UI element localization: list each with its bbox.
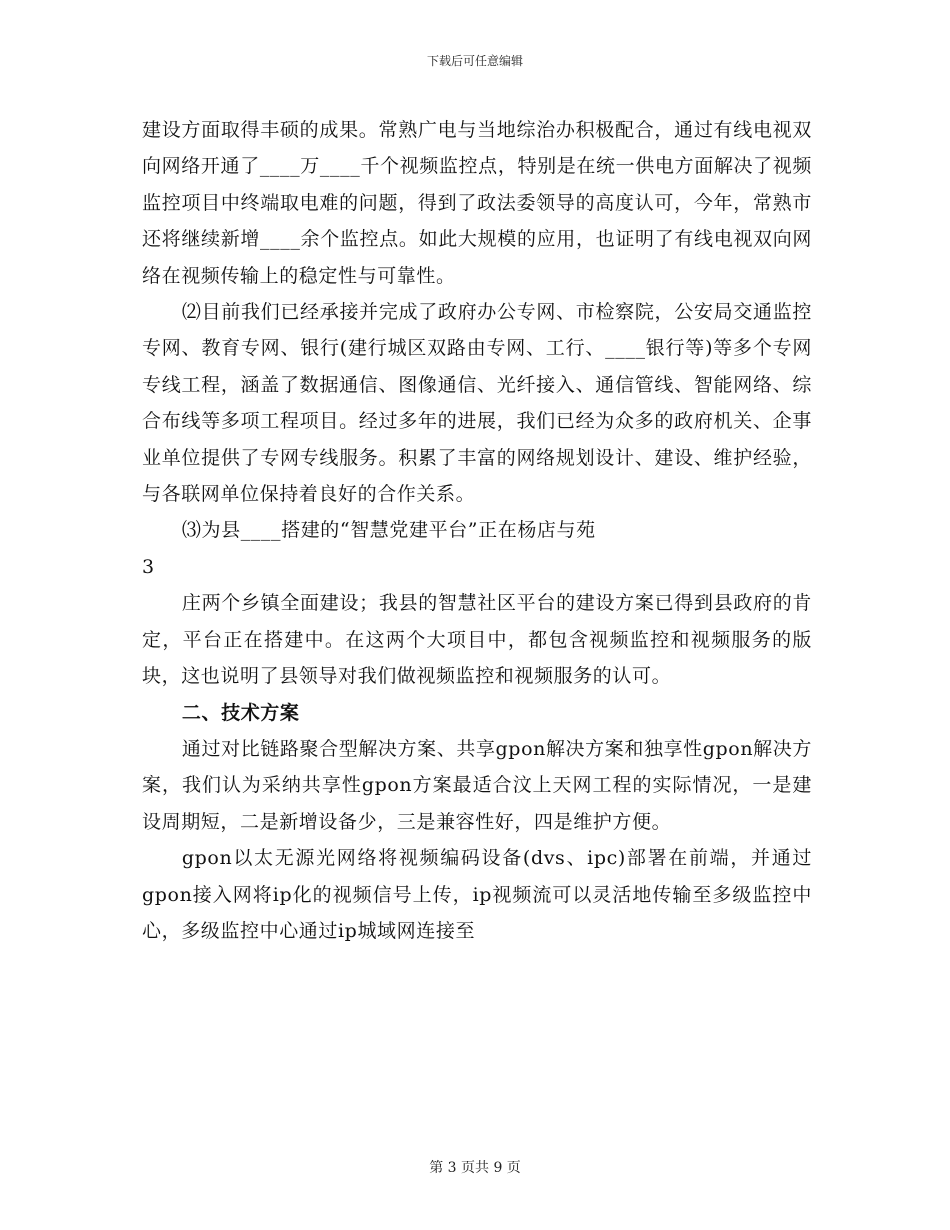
page-footer: 第 3 页共 9 页 bbox=[429, 1160, 521, 1176]
document-body bbox=[142, 112, 812, 949]
paragraph-item-3: ⑶为县____搭建的“智慧党建平台”正在杨店与苑 bbox=[181, 519, 596, 542]
section-heading: 二、技术方案 bbox=[181, 701, 300, 724]
inline-page-number: 3 bbox=[142, 555, 155, 578]
paragraph-item-3-continued: 庄两个乡镇全面建设；我县的智慧社区平台的建设方案已得到县政府的肯定，平台正在搭建中。在这两个大项目中，都包含视频监控和视频服务的版块，这也说明了县领导对我们做视频监控和视频服务的认可。 bbox=[142, 592, 812, 688]
paragraph-gpon: gpon以太无源光网络将视频编码设备(dvs、ipc)部署在前端，并通过gpon接入网将ip化的视频信号上传，ip视频流可以灵活地传输至多级监控中心，多级监控中心通过ip城域网连接至 bbox=[142, 847, 812, 942]
paragraph-tech-solution: 通过对比链路聚合型解决方案、共享gpon解决方案和独享性gpon解决方案，我们认为采纳共享性gpon方案最适合汶上天网工程的实际情况，一是建设周期短，二是新增设备少，三是兼容性好，四是维护方便。 bbox=[142, 737, 812, 833]
paragraph-item-2: ⑵目前我们已经承接并完成了政府办公专网、市检察院，公安局交通监控专网、教育专网、银行(建行城区双路由专网、工行、____银行等)等多个专网专线工程，涵盖了数据通信、图像通信、光纤接入、通信管线、智能网络、综合布线等多项工程项目。经过多年的进展，我们已经为众多的政府机关、企事业单位提供了专网专线服务。积累了丰富的网络规划设计、建设、维护经验，与各联网单位保持着良好的合作关系。 bbox=[142, 301, 812, 506]
paragraph-continuation: 建设方面取得丰硕的成果。常熟广电与当地综治办积极配合，通过有线电视双向网络开通了____万____千个视频监控点，特别是在统一供电方面解决了视频监控项目中终端取电难的问题，得到了政法委领导的高度认可，今年，常熟市还将继续新增____余个监控点。如此大规模的应用，也证明了有线电视双向网络在视频传输上的稳定性与可靠性。 bbox=[142, 119, 812, 287]
page-header: 下载后可任意编辑 bbox=[426, 54, 523, 68]
